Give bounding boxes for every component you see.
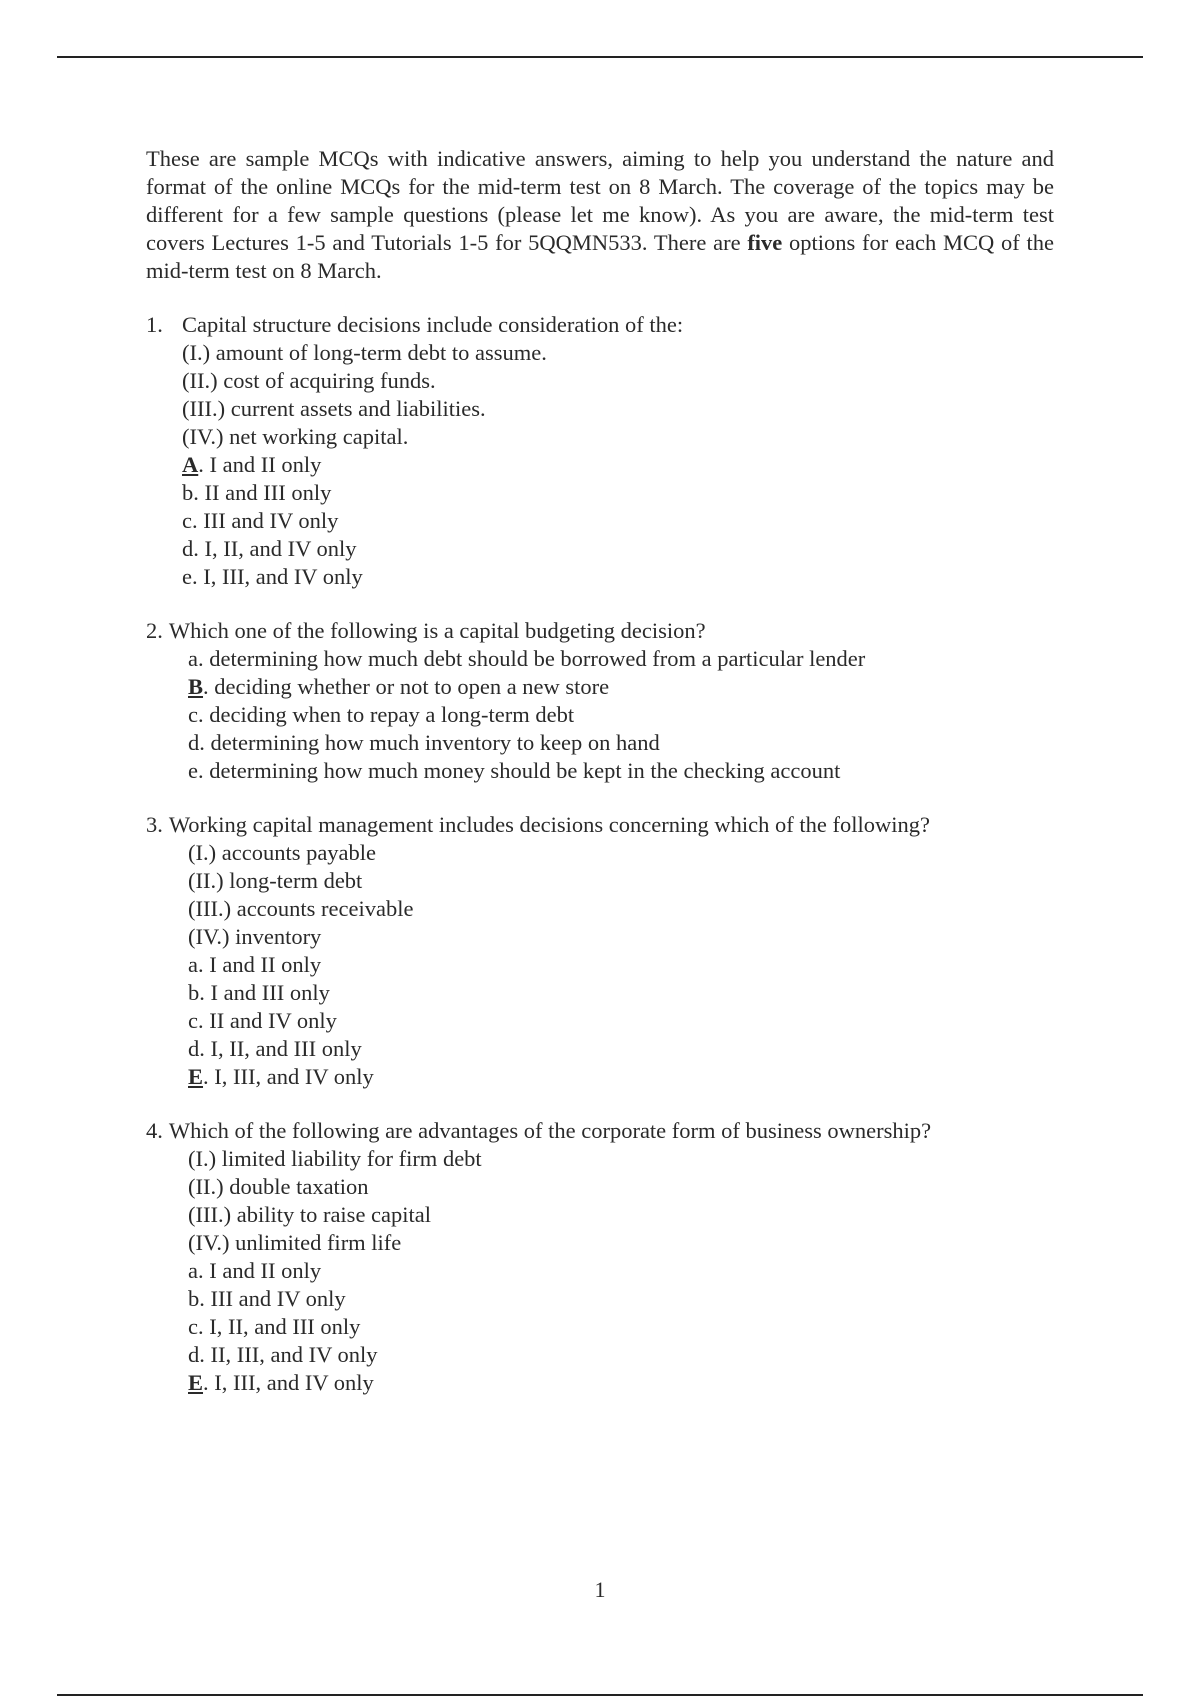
option-text: . I and II only xyxy=(198,452,322,477)
question-4-option-d: d. II, III, and IV only xyxy=(188,1342,378,1367)
option-text: . I, III, and IV only xyxy=(203,1370,374,1395)
question-2-option-b xyxy=(188,673,1054,701)
question-4-statement: (I.) limited liability for firm debt xyxy=(188,1146,482,1171)
question-3-stem-row xyxy=(146,811,1054,839)
question-3-statement: (IV.) inventory xyxy=(188,924,322,949)
question-3-stem: Working capital management includes decisions concerning which of the following? xyxy=(168,812,930,837)
question-3-statement: (II.) long-term debt xyxy=(188,868,363,893)
question-2-option-c: c. deciding when to repay a long-term debt xyxy=(188,702,575,727)
question-1-stem-row xyxy=(146,311,1054,339)
option-text: . deciding whether or not to open a new store xyxy=(203,674,610,699)
question-2-option-e: e. determining how much money should be kept in the checking account xyxy=(188,758,841,783)
answer-key: E xyxy=(188,1370,204,1395)
question-4-option-e xyxy=(188,1369,1054,1397)
question-1-option-e: e. I, III, and IV only xyxy=(182,564,363,589)
question-1-option-d: d. I, II, and IV only xyxy=(182,536,357,561)
question-1-statement: (IV.) net working capital. xyxy=(182,424,409,449)
question-4-number: 4. xyxy=(146,1118,163,1143)
option-text: . I, III, and IV only xyxy=(203,1064,374,1089)
question-4-body xyxy=(146,1145,1054,1397)
question-1-statement: (III.) current assets and liabilities. xyxy=(182,396,486,421)
footer-rule xyxy=(57,1694,1143,1696)
question-4-option-a: a. I and II only xyxy=(188,1258,322,1283)
question-2-stem-row xyxy=(146,617,1054,645)
question-4-statement: (IV.) unlimited firm life xyxy=(188,1230,402,1255)
question-1-option-b: b. II and III only xyxy=(182,480,332,505)
question-2 xyxy=(146,617,1054,785)
question-1-body xyxy=(146,339,1054,591)
question-4-statement: (II.) double taxation xyxy=(188,1174,369,1199)
intro-bold-five: five xyxy=(747,230,783,255)
question-2-stem: Which one of the following is a capital budgeting decision? xyxy=(168,618,706,643)
page-number: 1 xyxy=(594,1577,606,1602)
intro-paragraph xyxy=(146,145,1054,285)
answer-key: B xyxy=(188,674,204,699)
question-3 xyxy=(146,811,1054,1091)
answer-key: A xyxy=(182,452,199,477)
question-3-option-b: b. I and III only xyxy=(188,980,330,1005)
answer-key: E xyxy=(188,1064,204,1089)
question-3-statement: (III.) accounts receivable xyxy=(188,896,414,921)
question-3-option-a: a. I and II only xyxy=(188,952,322,977)
header-rule xyxy=(57,56,1143,58)
question-3-number: 3. xyxy=(146,812,163,837)
question-3-statement: (I.) accounts payable xyxy=(188,840,377,865)
question-2-number: 2. xyxy=(146,618,163,643)
question-1-number: 1. xyxy=(146,312,163,337)
question-4-stem-row xyxy=(146,1117,1054,1145)
question-1-stem: Capital structure decisions include consideration of the: xyxy=(182,312,684,337)
question-2-body xyxy=(146,645,1054,785)
intro-text-part1: These are sample MCQs with indicative answers, aiming to help you understand the nature and format of the online MCQs for the mid-term test on 8 March. The coverage of the topics may be different for a few sample questions (please let me know). As you are aware, the mid-term test covers Lectures 1-5 and Tutorials 1-5 for 5QQMN533. There are xyxy=(146,146,1054,255)
question-4 xyxy=(146,1117,1054,1397)
document-body xyxy=(146,145,1054,1423)
question-2-option-a: a. determining how much debt should be borrowed from a particular lender xyxy=(188,646,866,671)
question-4-option-b: b. III and IV only xyxy=(188,1286,346,1311)
intro-text-part2: options for each MCQ of the mid-term test on 8 March. xyxy=(146,230,1054,283)
question-4-option-c: c. I, II, and III only xyxy=(188,1314,361,1339)
question-1-statement: (II.) cost of acquiring funds. xyxy=(182,368,436,393)
question-3-option-d: d. I, II, and III only xyxy=(188,1036,362,1061)
question-2-option-d: d. determining how much inventory to keep on hand xyxy=(188,730,660,755)
question-1 xyxy=(146,311,1054,591)
question-1-statement: (I.) amount of long-term debt to assume. xyxy=(182,340,547,365)
question-4-stem: Which of the following are advantages of the corporate form of business ownership? xyxy=(168,1118,932,1143)
question-3-body xyxy=(146,839,1054,1091)
question-4-statement: (III.) ability to raise capital xyxy=(188,1202,432,1227)
question-1-option-a xyxy=(182,451,1054,479)
question-3-option-e xyxy=(188,1063,1054,1091)
question-3-option-c: c. II and IV only xyxy=(188,1008,337,1033)
question-1-option-c: c. III and IV only xyxy=(182,508,339,533)
